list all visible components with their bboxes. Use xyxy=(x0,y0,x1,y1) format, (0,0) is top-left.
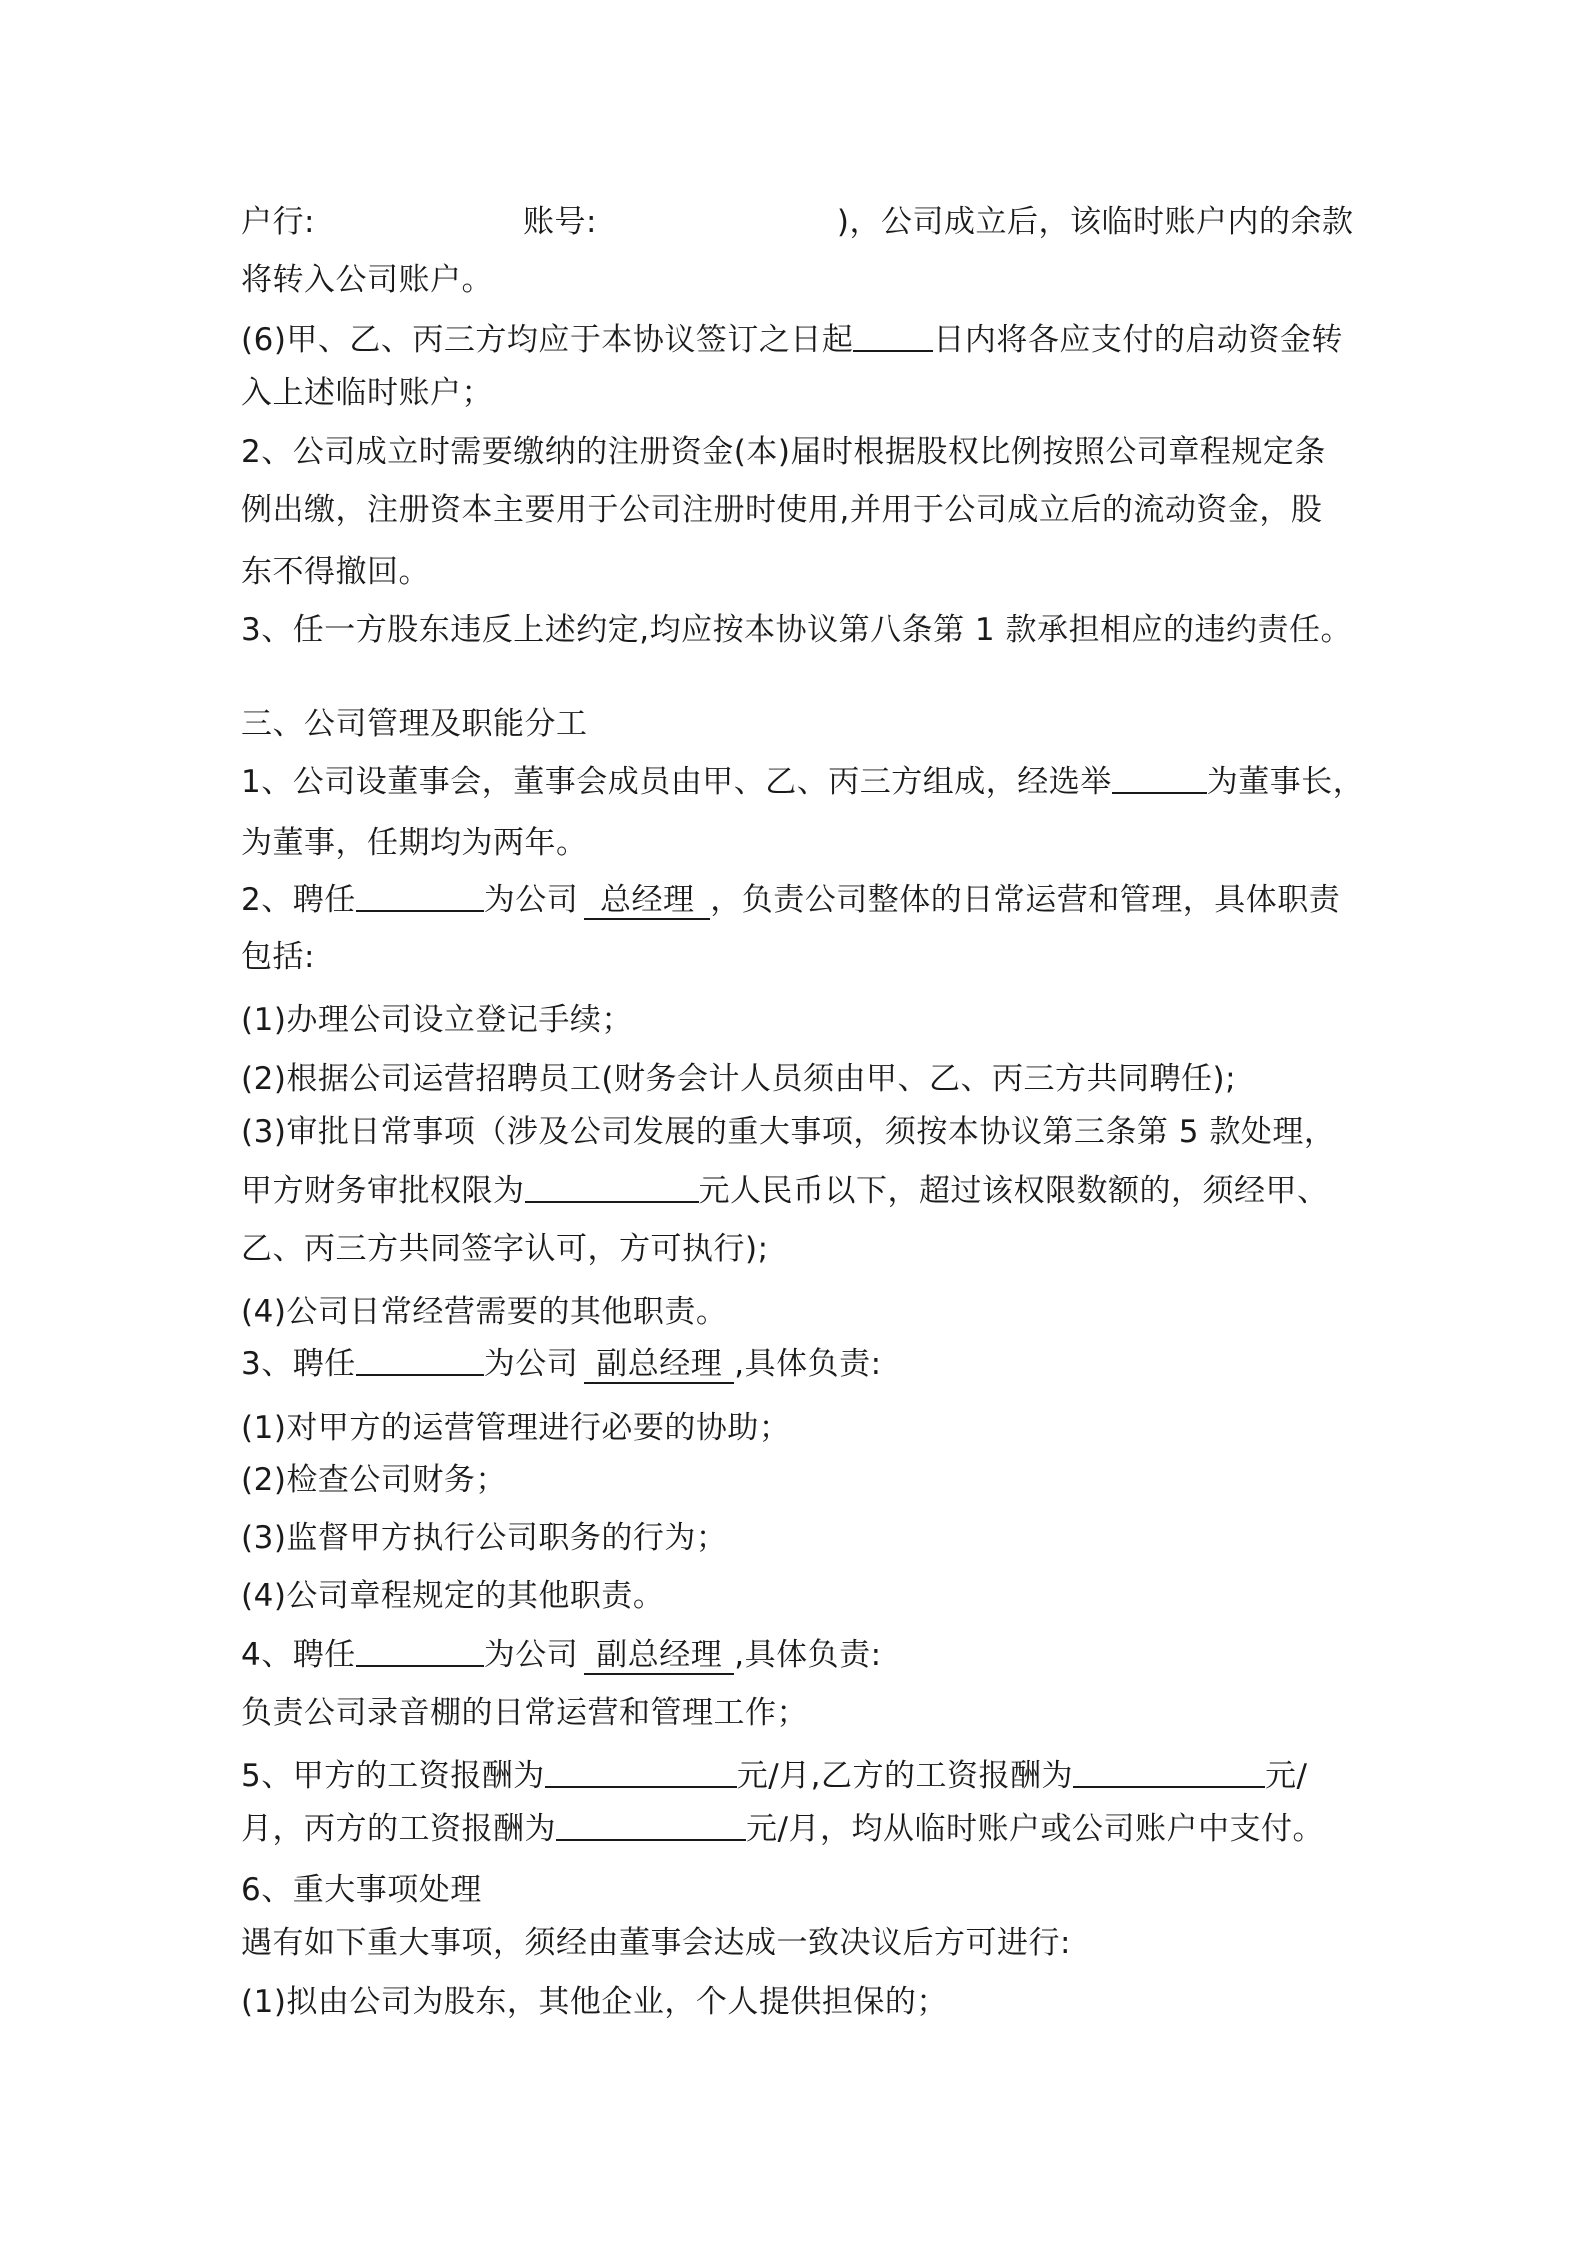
paragraph-line: (3)审批日常事项（涉及公司发展的重大事项，须按本协议第三条第 5 款处理， xyxy=(241,1114,1336,1150)
blank-days-field[interactable] xyxy=(853,320,933,352)
paragraph-line: 将转入公司账户。 xyxy=(241,262,493,298)
line-text: ,具体负责: xyxy=(734,1346,882,1382)
blank-salary-b-field[interactable] xyxy=(1073,1756,1265,1788)
line-text: ,具体负责: xyxy=(734,1637,882,1673)
line-text: 为公司 xyxy=(483,1637,579,1673)
line-text: )，公司成立后，该临时账户内的余款 xyxy=(836,204,1354,240)
line-text: 元/月,乙方的工资报酬为 xyxy=(736,1758,1074,1794)
blank-appointee-field[interactable] xyxy=(356,1635,484,1667)
line-text: 为公司 xyxy=(483,882,579,918)
paragraph-line: 负责公司录音棚的日常运营和管理工作； xyxy=(241,1695,808,1731)
paragraph-line: (2)根据公司运营招聘员工(财务会计人员须由甲、乙、丙三方共同聘任); xyxy=(241,1061,1237,1097)
paragraph-line: 3、任一方股东违反上述约定,均应按本协议第八条第 1 款承担相应的违约责任。 xyxy=(241,612,1353,648)
paragraph-line xyxy=(241,1171,1329,1211)
line-text: 为董事长， xyxy=(1206,764,1365,800)
blank-appointee-field[interactable] xyxy=(356,880,484,912)
line-text: 4、聘任 xyxy=(241,1637,356,1673)
paragraph-line: (2)检查公司财务； xyxy=(241,1462,507,1498)
paragraph-line: 入上述临时账户； xyxy=(241,375,493,411)
line-bank-account xyxy=(241,202,1354,242)
paragraph-line: 2、公司成立时需要缴纳的注册资金(本)届时根据股权比例按照公司章程规定条 xyxy=(241,434,1326,470)
account-label: 账号: xyxy=(522,204,597,240)
paragraph-line: 例出缴，注册资本主要用于公司注册时使用,并用于公司成立后的流动资金，股 xyxy=(241,492,1323,528)
line-text: 为公司 xyxy=(483,1346,579,1382)
position-general-manager: 总经理 xyxy=(584,882,710,920)
paragraph-line xyxy=(241,320,1343,360)
paragraph-line: 包括: xyxy=(241,939,315,975)
line-text: 甲方财务审批权限为 xyxy=(241,1173,525,1209)
paragraph-line xyxy=(241,1344,882,1384)
paragraph-line: (1)办理公司设立登记手续； xyxy=(241,1002,633,1038)
line-text: ，负责公司整体的日常运营和管理，具体职责 xyxy=(710,882,1341,918)
section-heading: 三、公司管理及职能分工 xyxy=(241,706,588,742)
line-text: 1、公司设董事会，董事会成员由甲、乙、丙三方组成，经选举 xyxy=(241,764,1112,800)
paragraph-line: 为董事，任期均为两年。 xyxy=(241,825,588,861)
line-text: 3、聘任 xyxy=(241,1346,356,1382)
position-deputy-general-manager: 副总经理 xyxy=(584,1637,734,1675)
paragraph-line xyxy=(241,1809,1324,1849)
bank-label: 户行: xyxy=(241,204,315,240)
blank-salary-c-field[interactable] xyxy=(556,1809,746,1841)
paragraph-line xyxy=(241,1756,1308,1796)
paragraph-line: (3)监督甲方执行公司职务的行为； xyxy=(241,1520,728,1556)
paragraph-line: 遇有如下重大事项，须经由董事会达成一致决议后方可进行: xyxy=(241,1925,1071,1961)
line-text: 元人民币以下，超过该权限数额的，须经甲、 xyxy=(698,1173,1329,1209)
subsection-heading: 6、重大事项处理 xyxy=(241,1872,482,1908)
paragraph-line: 东不得撤回。 xyxy=(241,554,430,590)
line-text: 5、甲方的工资报酬为 xyxy=(241,1758,545,1794)
blank-chairman-field[interactable] xyxy=(1112,762,1207,794)
paragraph-line: (4)公司章程规定的其他职责。 xyxy=(241,1578,665,1614)
line-text: 元/月，均从临时账户或公司账户中支付。 xyxy=(746,1811,1324,1847)
line-text: 元/ xyxy=(1265,1758,1308,1794)
paragraph-line: 乙、丙三方共同签字认可，方可执行); xyxy=(241,1231,769,1267)
line-text: 2、聘任 xyxy=(241,882,356,918)
line-text: 日内将各应支付的启动资金转 xyxy=(933,322,1343,358)
paragraph-line: (1)对甲方的运营管理进行必要的协助； xyxy=(241,1410,791,1446)
paragraph-line xyxy=(241,880,1340,920)
paragraph-line: (1)拟由公司为股东，其他企业，个人提供担保的； xyxy=(241,1984,948,2020)
blank-approval-limit-field[interactable] xyxy=(525,1171,699,1203)
blank-appointee-field[interactable] xyxy=(356,1344,484,1376)
position-deputy-general-manager: 副总经理 xyxy=(584,1346,734,1384)
paragraph-line xyxy=(241,762,1364,802)
paragraph-line xyxy=(241,1635,882,1675)
blank-salary-a-field[interactable] xyxy=(545,1756,737,1788)
line-text: 月，丙方的工资报酬为 xyxy=(241,1811,556,1847)
line-text: (6)甲、乙、丙三方均应于本协议签订之日起 xyxy=(241,322,854,358)
paragraph-line: (4)公司日常经营需要的其他职责。 xyxy=(241,1294,728,1330)
